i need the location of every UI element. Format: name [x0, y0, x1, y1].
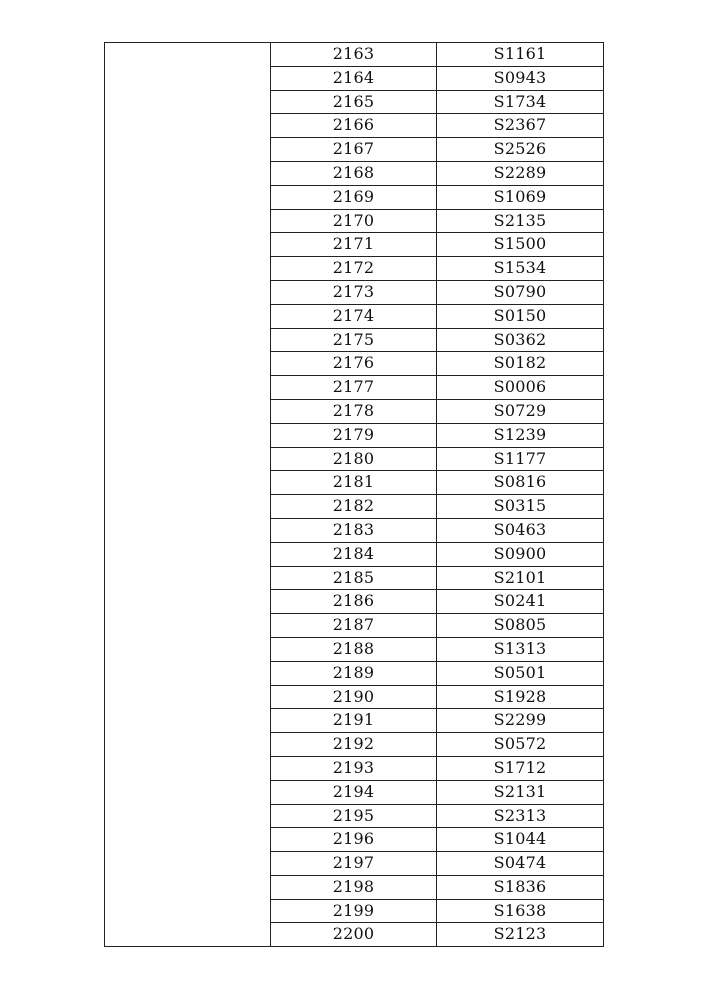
- code-cell: S1161: [437, 43, 604, 67]
- number-cell: 2173: [271, 280, 437, 304]
- number-cell: 2200: [271, 923, 437, 947]
- code-cell: S2135: [437, 209, 604, 233]
- code-cell: S0816: [437, 471, 604, 495]
- code-cell: S1177: [437, 447, 604, 471]
- code-cell: S0805: [437, 614, 604, 638]
- code-cell: S2526: [437, 138, 604, 162]
- code-cell: S0362: [437, 328, 604, 352]
- number-cell: 2168: [271, 161, 437, 185]
- number-cell: 2188: [271, 637, 437, 661]
- number-cell: 2191: [271, 709, 437, 733]
- number-cell: 2180: [271, 447, 437, 471]
- number-cell: 2196: [271, 828, 437, 852]
- number-cell: 2193: [271, 756, 437, 780]
- number-cell: 2183: [271, 518, 437, 542]
- number-cell: 2184: [271, 542, 437, 566]
- code-cell: S0900: [437, 542, 604, 566]
- number-cell: 2187: [271, 614, 437, 638]
- code-cell: S0241: [437, 590, 604, 614]
- number-cell: 2194: [271, 780, 437, 804]
- number-cell: 2195: [271, 804, 437, 828]
- code-cell: S0150: [437, 304, 604, 328]
- code-cell: S0182: [437, 352, 604, 376]
- number-cell: 2181: [271, 471, 437, 495]
- number-cell: 2169: [271, 185, 437, 209]
- code-cell: S1044: [437, 828, 604, 852]
- number-cell: 2199: [271, 899, 437, 923]
- merged-empty-cell: [105, 43, 271, 947]
- number-cell: 2179: [271, 423, 437, 447]
- number-cell: 2178: [271, 399, 437, 423]
- number-cell: 2164: [271, 66, 437, 90]
- number-cell: 2197: [271, 852, 437, 876]
- number-cell: 2175: [271, 328, 437, 352]
- number-cell: 2177: [271, 376, 437, 400]
- code-cell: S2101: [437, 566, 604, 590]
- code-cell: S1069: [437, 185, 604, 209]
- code-cell: S0943: [437, 66, 604, 90]
- number-cell: 2190: [271, 685, 437, 709]
- code-cell: S2367: [437, 114, 604, 138]
- code-cell: S1734: [437, 90, 604, 114]
- code-cell: S0315: [437, 495, 604, 519]
- code-cell: S1534: [437, 257, 604, 281]
- code-cell: S2299: [437, 709, 604, 733]
- code-cell: S2313: [437, 804, 604, 828]
- code-cell: S1500: [437, 233, 604, 257]
- code-cell: S2289: [437, 161, 604, 185]
- code-cell: S0729: [437, 399, 604, 423]
- code-cell: S1239: [437, 423, 604, 447]
- code-cell: S1928: [437, 685, 604, 709]
- code-cell: S1638: [437, 899, 604, 923]
- code-cell: S0572: [437, 733, 604, 757]
- number-cell: 2170: [271, 209, 437, 233]
- code-cell: S0474: [437, 852, 604, 876]
- number-cell: 2165: [271, 90, 437, 114]
- number-cell: 2192: [271, 733, 437, 757]
- table-row: [105, 43, 604, 67]
- number-cell: 2182: [271, 495, 437, 519]
- code-cell: S0790: [437, 280, 604, 304]
- number-cell: 2166: [271, 114, 437, 138]
- code-cell: S1836: [437, 875, 604, 899]
- code-cell: S0463: [437, 518, 604, 542]
- number-cell: 2167: [271, 138, 437, 162]
- code-cell: S2131: [437, 780, 604, 804]
- data-table: [104, 42, 604, 947]
- number-cell: 2171: [271, 233, 437, 257]
- number-cell: 2185: [271, 566, 437, 590]
- number-cell: 2198: [271, 875, 437, 899]
- number-cell: 2186: [271, 590, 437, 614]
- number-cell: 2172: [271, 257, 437, 281]
- number-cell: 2189: [271, 661, 437, 685]
- number-cell: 2176: [271, 352, 437, 376]
- code-cell: S2123: [437, 923, 604, 947]
- code-cell: S0006: [437, 376, 604, 400]
- code-cell: S0501: [437, 661, 604, 685]
- code-cell: S1313: [437, 637, 604, 661]
- number-cell: 2163: [271, 43, 437, 67]
- number-cell: 2174: [271, 304, 437, 328]
- table-body: [105, 43, 604, 947]
- code-cell: S1712: [437, 756, 604, 780]
